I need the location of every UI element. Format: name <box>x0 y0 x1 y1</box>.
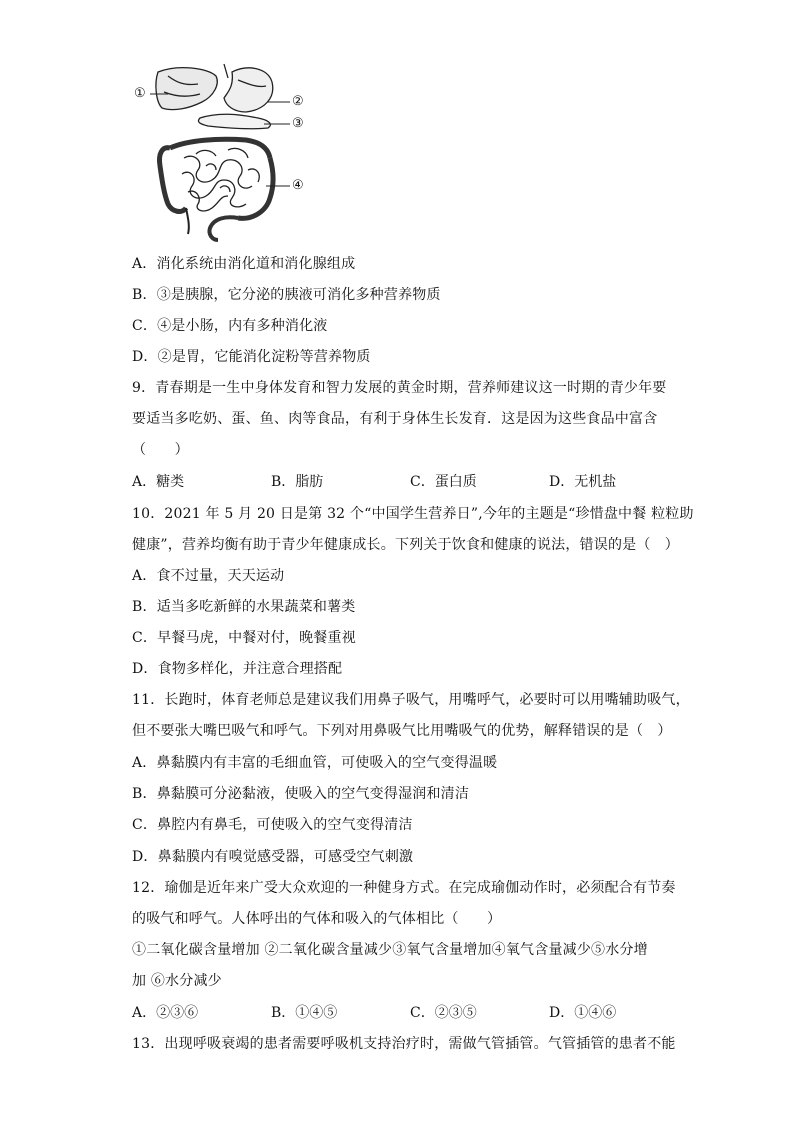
q9-option-a: A．糖类 <box>132 474 185 490</box>
label-4: ④ <box>292 178 304 193</box>
q9-option-c: C．蛋白质 <box>410 474 477 490</box>
q12-stem-line-1: 12．瑜伽是近年来广受大众欢迎的一种健身方式。在完成瑜伽动作时，必须配合有节奏 <box>132 880 676 896</box>
q12-option-d: D．①④⑥ <box>549 1005 617 1021</box>
q10-option-a: A．食不过量，天天运动 <box>132 568 285 584</box>
q10-stem-line-2: 健康”，营养均衡有助于青少年健康成长。下列关于饮食和健康的说法，错误的是（ ） <box>132 537 679 553</box>
q10-option-b: B．适当多吃新鲜的水果蔬菜和薯类 <box>132 599 356 615</box>
q9-stem-line-2: 要适当多吃奶、蛋、鱼、肉等食品，有利于身体生长发育．这是因为这些食品中富含 <box>132 411 658 427</box>
q11-stem-line-2: 但不要张大嘴巴吸气和呼气。下列对用鼻吸气比用嘴吸气的优势，解释错误的是（ ） <box>132 723 672 739</box>
digestive-system-figure <box>128 62 318 242</box>
q8-option-d: D．②是胃，它能消化淀粉等营养物质 <box>132 349 371 365</box>
q10-option-c: C．早餐马虎，中餐对付，晚餐重视 <box>132 630 356 646</box>
q8-option-b: B．③是胰腺，它分泌的胰液可消化多种营养物质 <box>132 287 441 303</box>
q11-option-b: B．鼻黏膜可分泌黏液，使吸入的空气变得湿润和清洁 <box>132 786 470 802</box>
q9-stem-line-3: （ ） <box>132 442 189 458</box>
q11-stem-line-1: 11．长跑时，体育老师总是建议我们用鼻子吸气，用嘴呼气，必要时可以用嘴辅助吸气， <box>132 692 690 708</box>
q12-stem-line-2: 的吸气和呼气。人体呼出的气体和吸入的气体相比（ ） <box>132 911 502 927</box>
q9-option-d: D．无机盐 <box>549 474 617 490</box>
q12-option-b: B．①④⑤ <box>271 1005 338 1021</box>
q8-option-a: A．消化系统由消化道和消化腺组成 <box>132 256 356 272</box>
q9-stem-line-1: 9．青春期是一生中身体发育和智力发展的黄金时期，营养师建议这一时期的青少年要 <box>132 380 667 396</box>
q8-option-c: C．④是小肠，内有多种消化液 <box>132 318 328 334</box>
label-2: ② <box>292 94 304 109</box>
q10-option-d: D．食物多样化，并注意合理搭配 <box>132 661 343 677</box>
q13-stem-line-1: 13．出现呼吸衰竭的患者需要呼吸机支持治疗时，需做气管插管。气管插管的患者不能 <box>132 1036 676 1052</box>
q11-option-c: C．鼻腔内有鼻毛，可使吸入的空气变得清洁 <box>132 817 413 833</box>
q12-stem-line-4: 加 ⑥水分减少 <box>132 973 222 989</box>
label-3: ③ <box>292 116 304 131</box>
q12-option-c: C．②③⑤ <box>410 1005 477 1021</box>
label-1: ① <box>134 86 146 101</box>
digestive-system-illustration <box>128 62 318 242</box>
q9-option-b: B．脂肪 <box>271 474 324 490</box>
q12-option-a: A．②③⑥ <box>132 1005 199 1021</box>
q11-option-a: A．鼻黏膜内有丰富的毛细血管，可使吸入的空气变得温暖 <box>132 755 498 771</box>
q11-option-d: D．鼻黏膜内有嗅觉感受器，可感受空气刺激 <box>132 849 414 865</box>
q10-stem-line-1: 10．2021 年 5 月 20 日是第 32 个“中国学生营养日”,今年的主题是“珍惜盘中餐 粒粒助 <box>132 506 694 522</box>
q12-stem-line-3: ①二氧化碳含量增加 ②二氧化碳含量减少③氧气含量增加④氧气含量减少⑤水分增 <box>132 942 648 958</box>
